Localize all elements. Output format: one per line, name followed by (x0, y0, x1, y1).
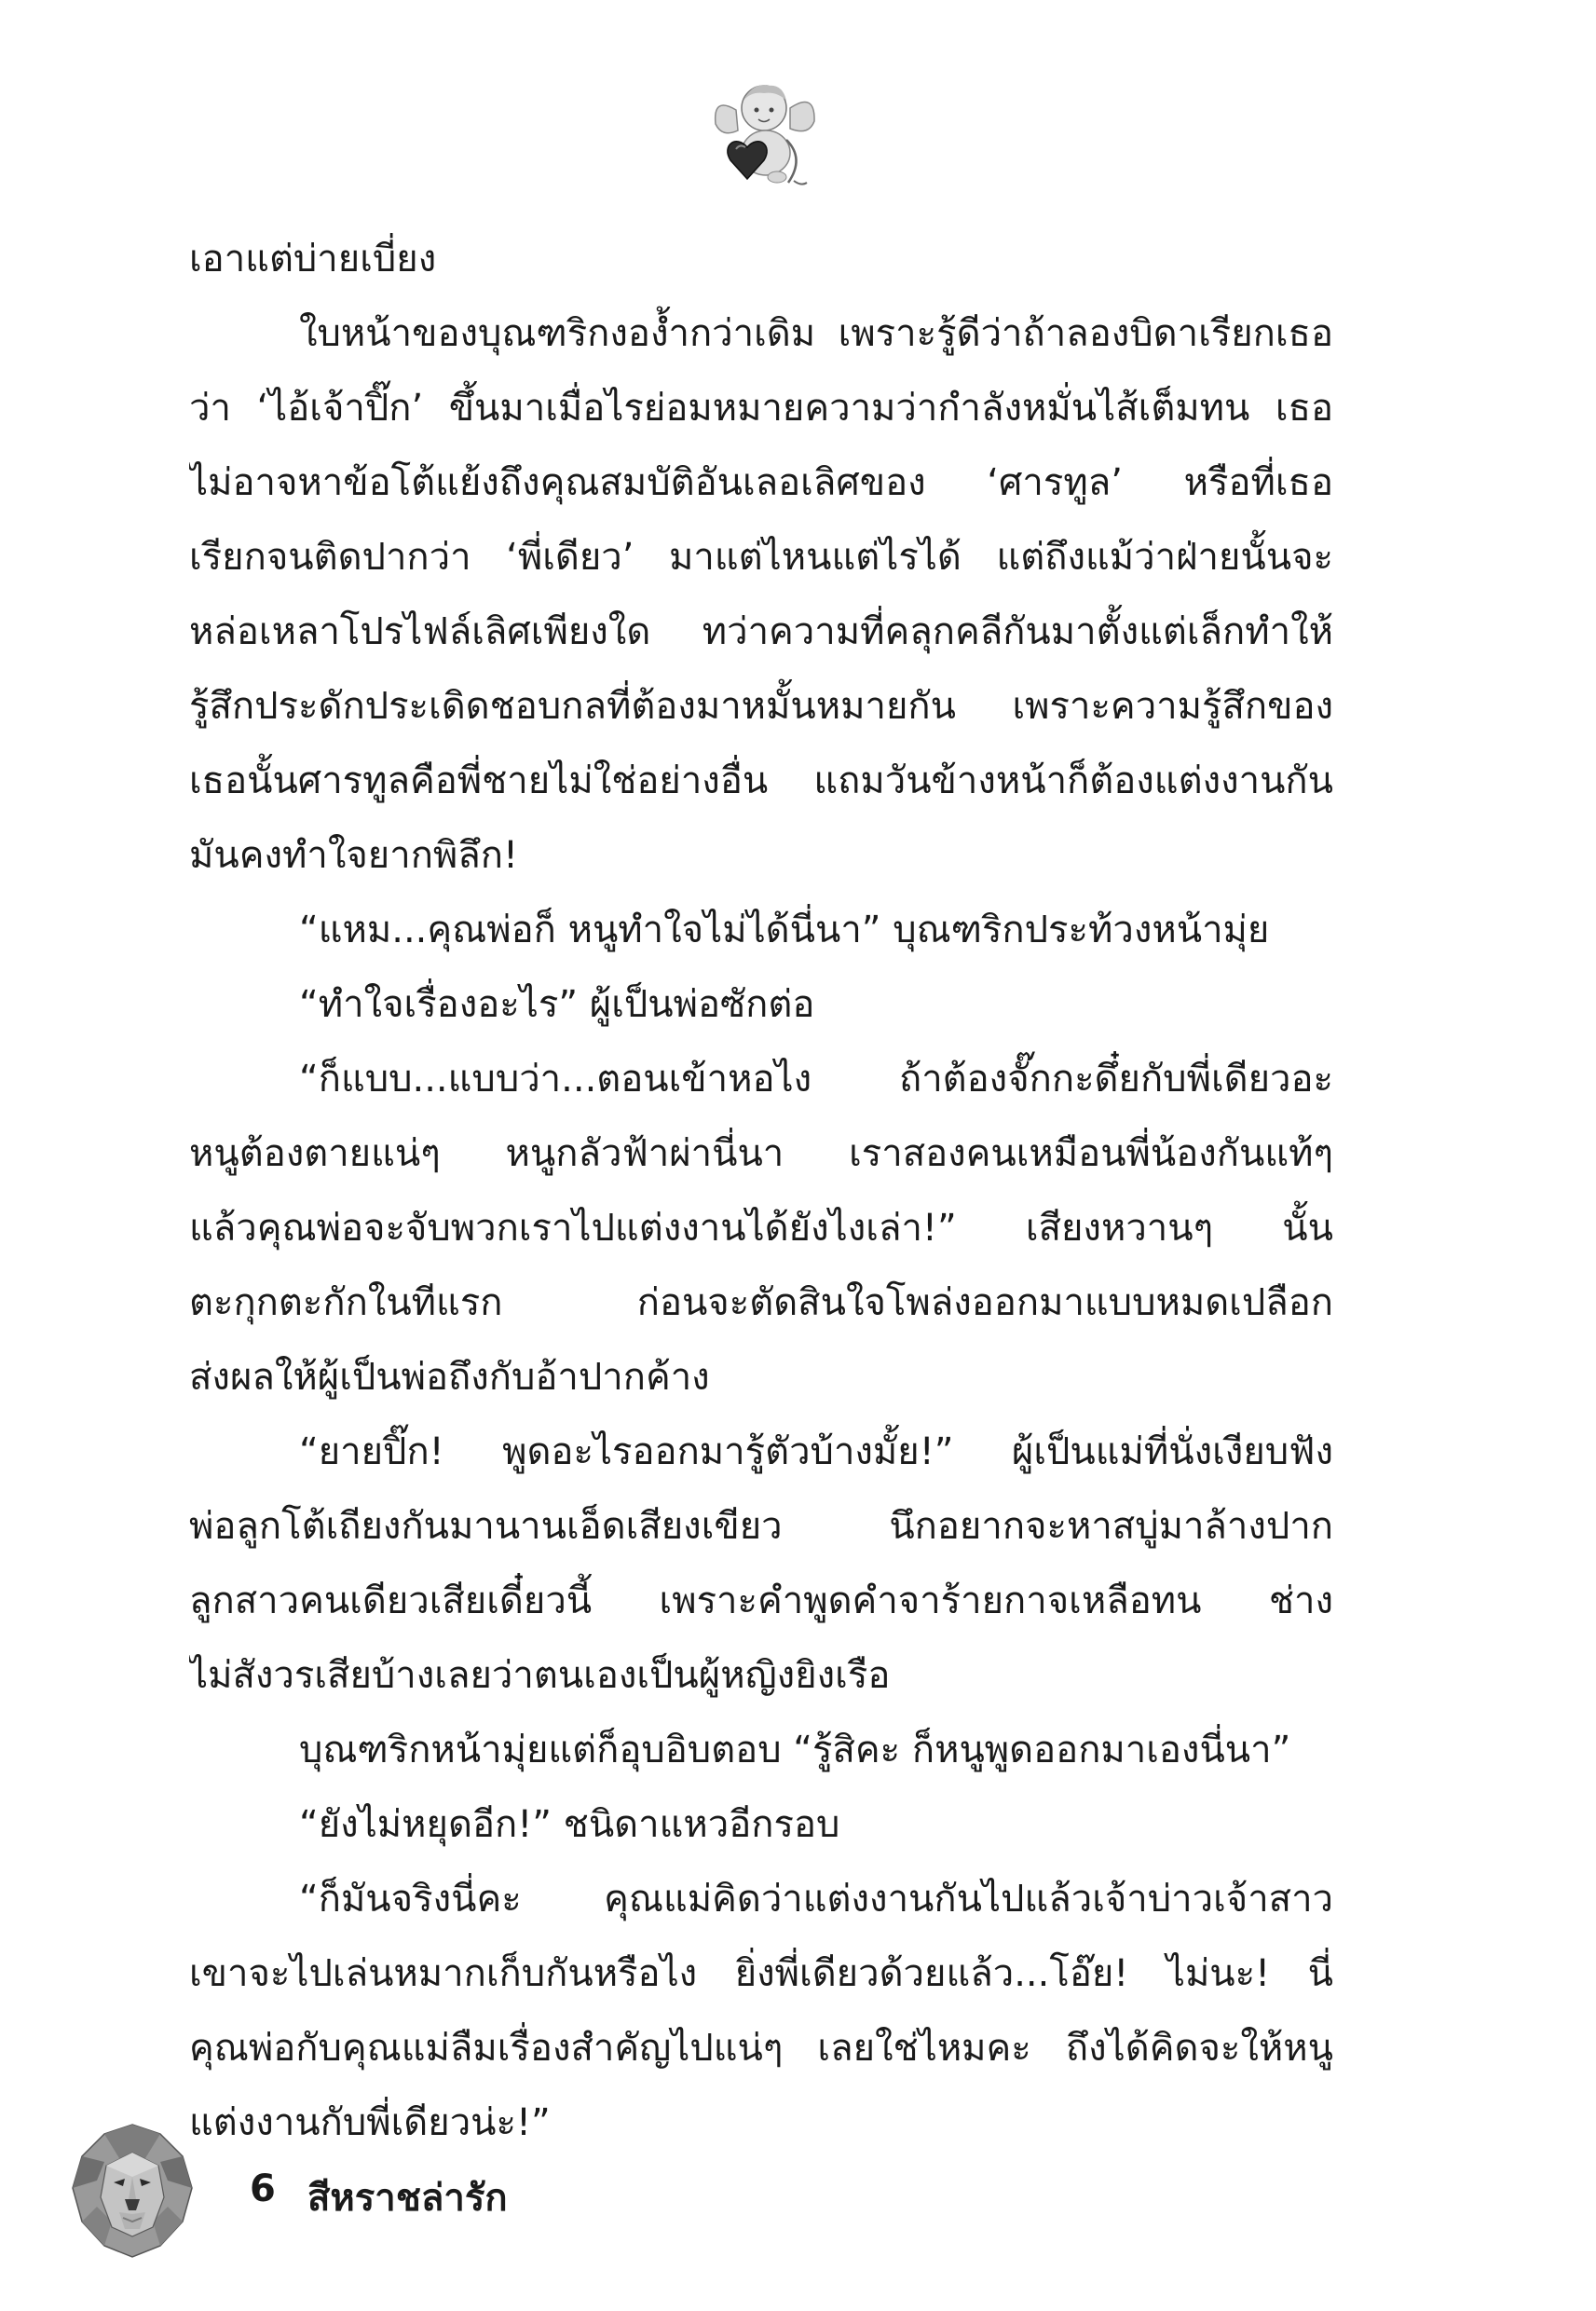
text-line: เธอนั้นศารทูลคือพี่ชายไม่ใช่อย่างอื่น แถมวันข้างหน้าก็ต้องแต่งงานกัน (189, 759, 1333, 802)
text-line: ไม่อาจหาข้อโต้แย้งถึงคุณสมบัติอันเลอเลิศของ ‘ศารทูล’ หรือที่เธอ (189, 461, 1333, 504)
text-line: ใบหน้าของบุณฑริกงอง้ำกว่าเดิม เพราะรู้ดีว่าถ้าลองบิดาเรียกเธอ (299, 312, 1333, 355)
text-line: “ยังไม่หยุดอีก!” ชนิดาแหวอีกรอบ (299, 1803, 840, 1846)
text-line: ลูกสาวคนเดียวเสียเดี๋ยวนี้ เพราะคำพูดคำจาร้ายกาจเหลือทน ช่าง (189, 1579, 1333, 1622)
lion-head-icon (67, 2121, 198, 2261)
text-line: “ก็แบบ...แบบว่า...ตอนเข้าหอไง ถ้าต้องจั๊กกะดึ๋ยกับพี่เดียวอะ (299, 1058, 1333, 1101)
text-line: แต่งงานกับพี่เดียวน่ะ!” (189, 2101, 551, 2144)
paragraph (189, 222, 1333, 296)
text-line: เรียกจนติดปากว่า ‘พี่เดียว’ มาแต่ไหนแต่ไรได้ แต่ถึงแม้ว่าฝ่ายนั้นจะ (189, 536, 1333, 579)
page-number: 6 (250, 2167, 276, 2210)
text-line: เอาแต่บ่ายเบี่ยง (189, 238, 437, 280)
paragraph (189, 893, 1333, 967)
text-line: ส่งผลให้ผู้เป็นพ่อถึงกับอ้าปากค้าง (189, 1356, 710, 1399)
cupid-with-heart-icon (708, 73, 820, 194)
text-line: ตะกุกตะกักในทีแรก ก่อนจะตัดสินใจโพล่งออกมาแบบหมดเปลือก (189, 1281, 1333, 1324)
paragraph (189, 296, 1333, 893)
text-line: หนูต้องตายแน่ๆ หนูกลัวฟ้าผ่านี่นา เราสองคนเหมือนพี่น้องกันแท้ๆ (189, 1132, 1333, 1175)
text-line: บุณฑริกหน้ามุ่ยแต่ก็อุบอิบตอบ “รู้สิคะ ก็หนูพูดออกมาเองนี่นา” (299, 1729, 1291, 1771)
text-line: ว่า ‘ไอ้เจ้าปิ๊ก’ ขึ้นมาเมื่อไรย่อมหมายความว่ากำลังหมั่นไส้เต็มทน เธอ (189, 387, 1333, 430)
text-line: รู้สึกประดักประเดิดชอบกลที่ต้องมาหมั้นหมายกัน เพราะความรู้สึกของ (189, 685, 1333, 728)
text-line: มันคงทำใจยากพิลึก! (189, 834, 519, 877)
text-line: “ยายปิ๊ก! พูดอะไรออกมารู้ตัวบ้างมั้ย!” ผู้เป็นแม่ที่นั่งเงียบฟัง (299, 1430, 1333, 1473)
text-line: “ก็มันจริงนี่คะ คุณแม่คิดว่าแต่งงานกันไปแล้วเจ้าบ่าวเจ้าสาว (299, 1878, 1333, 1921)
text-line: พ่อลูกโต้เถียงกันมานานเอ็ดเสียงเขียว นึกอยากจะหาสบู่มาล้างปาก (189, 1505, 1333, 1548)
paragraph (189, 1787, 1333, 1862)
text-line: ไม่สังวรเสียบ้างเลยว่าตนเองเป็นผู้หญิงยิงเรือ (189, 1654, 891, 1697)
chapter-text (189, 222, 1333, 2160)
text-line: “แหม...คุณพ่อก็ หนูทำใจไม่ได้นี่นา” บุณฑริกประท้วงหน้ามุ่ย (299, 909, 1270, 951)
paragraph (189, 1042, 1333, 1415)
paragraph (189, 1713, 1333, 1787)
paragraph (189, 1862, 1333, 2160)
book-title: สีหราชล่ารัก (307, 2177, 508, 2220)
page-footer (67, 2121, 626, 2270)
text-line: คุณพ่อกับคุณแม่ลืมเรื่องสำคัญไปแน่ๆ เลยใช่ไหมคะ ถึงได้คิดจะให้หนู (189, 2027, 1333, 2070)
text-line: แล้วคุณพ่อจะจับพวกเราไปแต่งงานได้ยังไงเล่า!” เสียงหวานๆ นั้น (189, 1207, 1333, 1250)
text-line: “ทำใจเรื่องอะไร” ผู้เป็นพ่อซักต่อ (299, 983, 815, 1026)
paragraph (189, 1415, 1333, 1713)
paragraph (189, 967, 1333, 1042)
text-line: เขาจะไปเล่นหมากเก็บกันหรือไง ยิ่งพี่เดียวด้วยแล้ว...โอ๊ย! ไม่นะ! นี่ (189, 1952, 1333, 1995)
text-line: หล่อเหลาโปรไฟล์เลิศเพียงใด ทว่าความที่คลุกคลีกันมาตั้งแต่เล็กทำให้ (189, 610, 1333, 653)
